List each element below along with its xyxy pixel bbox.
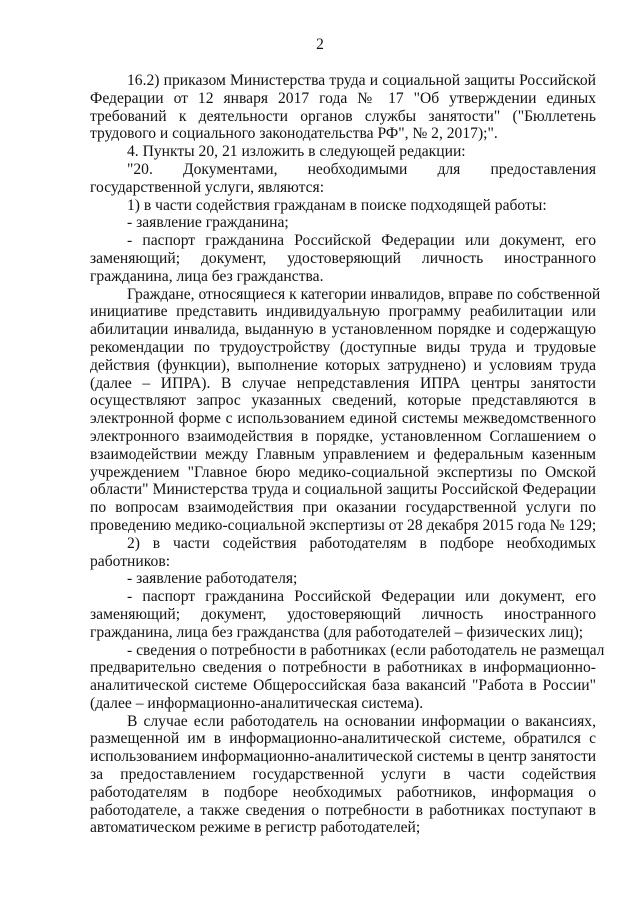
text-line: осуществляют запрос указанных сведений, которые представляются в bbox=[90, 392, 596, 410]
text-line: предварительно сведения о потребности в работниках в информационно- bbox=[90, 659, 596, 677]
text-line: гражданина, лица без гражданства. bbox=[90, 267, 324, 285]
text-line: гражданина, лица без гражданства (для работодателей – физических лиц); bbox=[90, 623, 584, 641]
text-line: В случае если работодатель на основании информации о вакансиях, bbox=[127, 712, 596, 730]
text-line: работодателям в подборе необходимых работников, информация о bbox=[90, 783, 596, 801]
text-line: трудового и социального законодательства РФ", № 2, 2017);". bbox=[90, 125, 498, 143]
text-line: автоматическом режиме в регистр работодателей; bbox=[90, 819, 421, 837]
text-line: - паспорт гражданина Российской Федерации или документ, его bbox=[127, 588, 596, 606]
text-line: требований к деятельности органов службы занятости" ("Бюллетень bbox=[90, 107, 596, 125]
text-line: Федерации от 12 января 2017 года № 17 "Об утверждении единых bbox=[90, 89, 596, 107]
text-line: инициативе представить индивидуальную программу реабилитации или bbox=[90, 303, 596, 321]
text-line: 4. Пункты 20, 21 изложить в следующей редакции: bbox=[127, 143, 466, 161]
text-line: - паспорт гражданина Российской Федерации или документ, его bbox=[127, 232, 596, 250]
text-line: государственной услуги, являются: bbox=[90, 178, 325, 196]
text-line: взаимодействии между Главным управлением и федеральным казенным bbox=[90, 445, 596, 463]
text-line: 2) в части содействия работодателям в подборе необходимых bbox=[127, 534, 596, 552]
text-line: действия (функции), выполнение которых затруднено) и условиям труда bbox=[90, 356, 596, 374]
text-line: работников: bbox=[90, 552, 171, 570]
text-line: заменяющий; документ, удостоверяющий личность иностранного bbox=[90, 249, 596, 267]
text-line: Граждане, относящиеся к категории инвалидов, вправе по собственной bbox=[127, 285, 601, 303]
document-body bbox=[90, 72, 605, 837]
text-line: "20. Документами, необходимыми для предоставления bbox=[127, 160, 596, 178]
text-line: размещенной им в информационно-аналитической системе, обратился с bbox=[90, 730, 596, 748]
text-line: аналитической системе Общероссийская база вакансий "Работа в России" bbox=[90, 677, 596, 695]
text-line: 1) в части содействия гражданам в поиске подходящей работы: bbox=[127, 196, 547, 214]
text-line: - заявление гражданина; bbox=[127, 214, 289, 232]
text-line: - заявление работодателя; bbox=[127, 570, 298, 588]
text-line: по вопросам взаимодействия при оказании государственной услуги по bbox=[90, 499, 596, 517]
text-line: проведению медико-социальной экспертизы от 28 декабря 2015 года № 129; bbox=[90, 516, 597, 534]
page-number: 2 bbox=[316, 36, 324, 53]
text-line: использованием информационно-аналитической системы в центр занятости bbox=[90, 748, 597, 766]
text-line: за предоставлением государственной услуги в части содействия bbox=[90, 766, 596, 784]
text-line: (далее – информационно-аналитическая система). bbox=[90, 694, 424, 712]
text-line: - сведения о потребности в работниках (если работодатель не размещал bbox=[127, 641, 605, 659]
text-line: области" Министерства труда и социальной защиты Российской Федерации bbox=[90, 481, 596, 499]
text-line: (далее – ИПРА). В случае непредставления ИПРА центры занятости bbox=[90, 374, 596, 392]
text-line: рекомендации по трудоустройству (доступные виды труда и трудовые bbox=[90, 338, 596, 356]
text-line: учреждением "Главное бюро медико-социальной экспертизы по Омской bbox=[90, 463, 596, 481]
text-line: работодателе, а также сведения о потребности в работниках поступают в bbox=[90, 801, 596, 819]
text-line: заменяющий; документ, удостоверяющий личность иностранного bbox=[90, 605, 596, 623]
text-line: абилитации инвалида, выданную в установленном порядке и содержащую bbox=[90, 321, 596, 339]
text-line: электронного взаимодействия в порядке, установленном Соглашением о bbox=[90, 427, 596, 445]
text-line: 16.2) приказом Министерства труда и социальной защиты Российской bbox=[127, 72, 596, 89]
text-line: электронной форме с использованием единой системы межведомственного bbox=[90, 410, 596, 428]
